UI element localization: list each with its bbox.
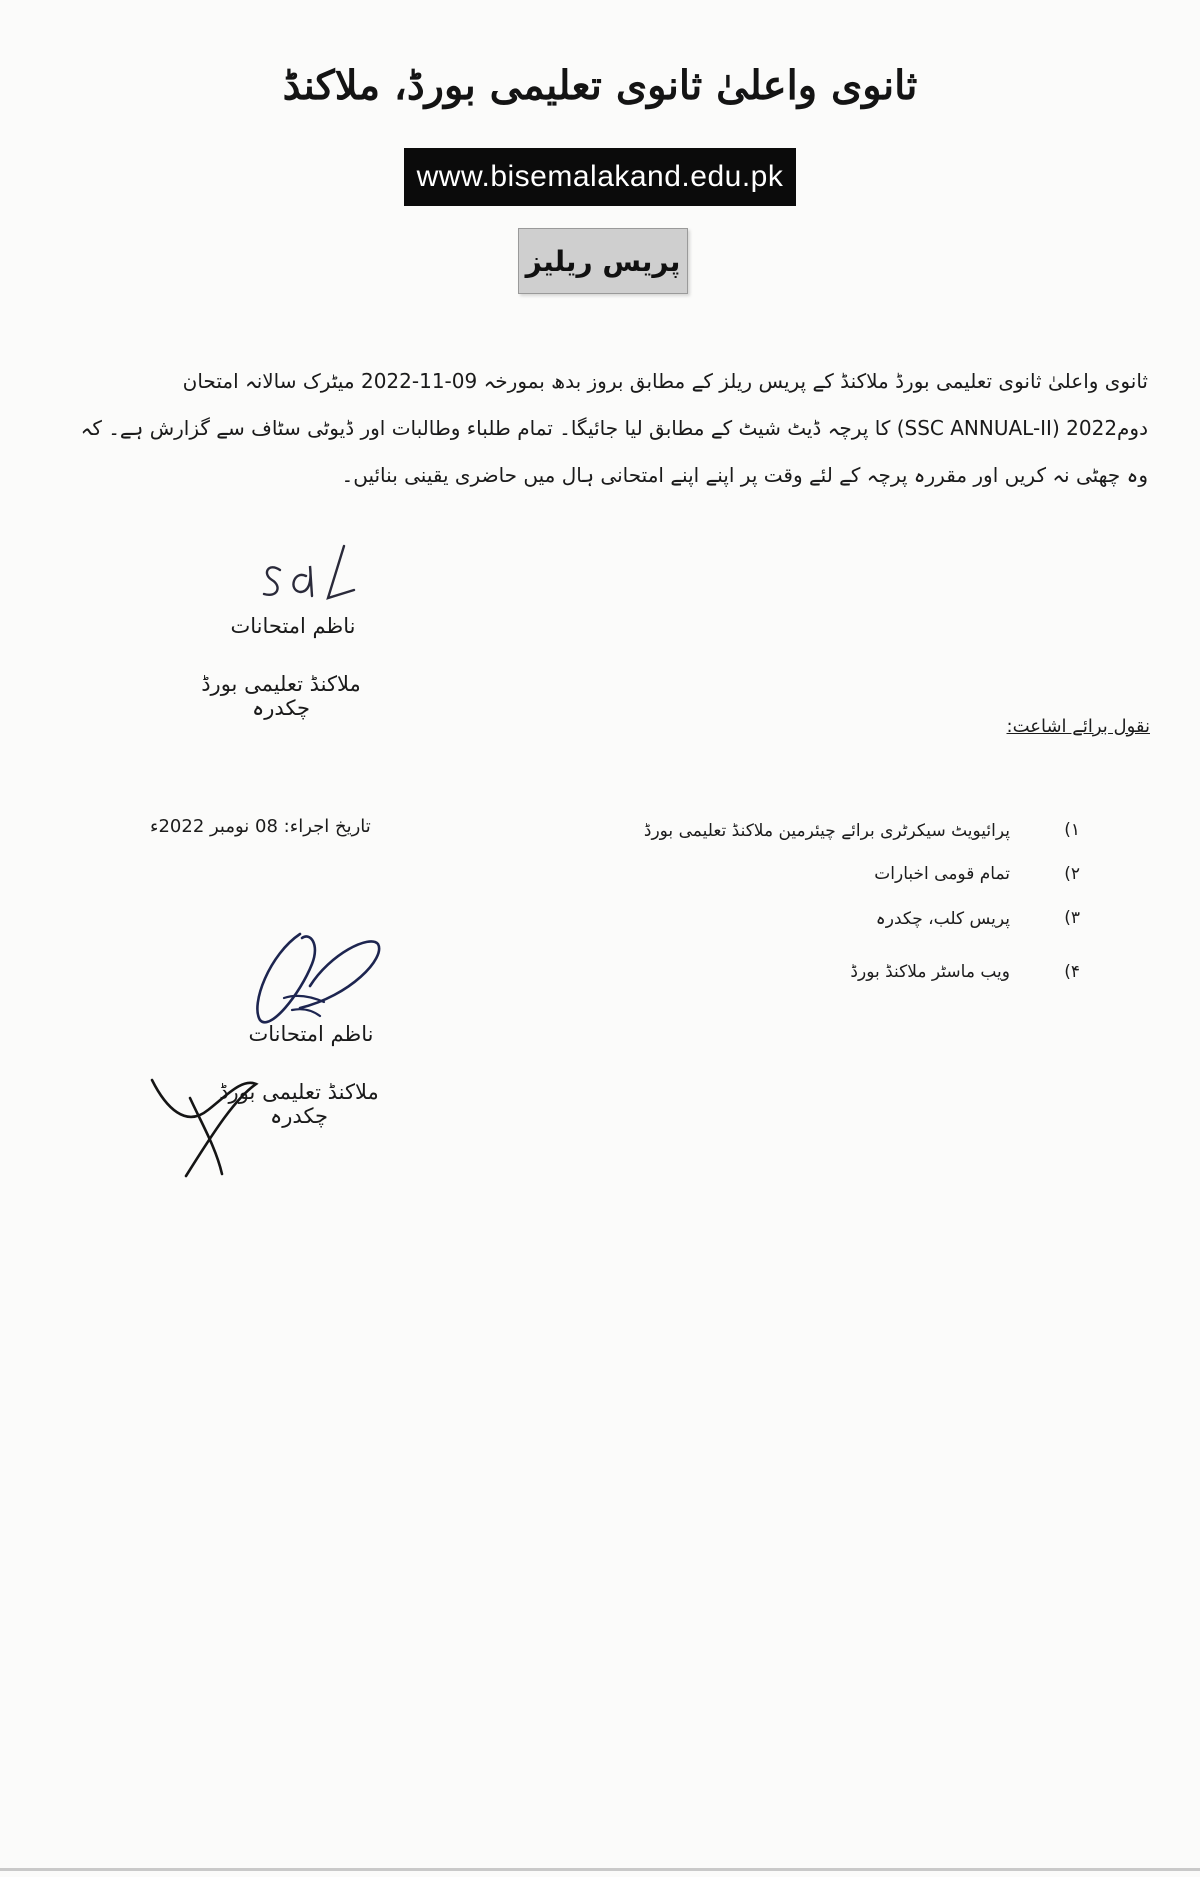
copy-item-number: ۴): [1064, 962, 1080, 982]
board-title: ثانوی واعلیٰ ثانوی تعلیمی بورڈ، ملاکنڈ: [282, 62, 918, 109]
body-line-3: وہ چھٹی نہ کریں اور مقررہ پرچہ کے لئے وقت پر اپنے اپنے امتحانی ہال میں حاضری یقینی بنائیں۔: [341, 463, 1148, 487]
copy-item-number: ۲): [1064, 864, 1080, 884]
page-bottom-edge: [0, 1868, 1200, 1871]
copy-item: [520, 950, 1080, 994]
copy-item-text: پرائیویٹ سیکرٹری برائے چیئرمین ملاکنڈ تعلیمی بورڈ: [643, 820, 1010, 841]
copy-item-text: تمام قومی اخبارات: [874, 864, 1010, 884]
copy-item-number: ۱): [1064, 820, 1080, 840]
copy-item-text: پریس کلب، چکدرہ: [875, 908, 1010, 929]
copy-item-text: ویب ماسٹر ملاکنڈ بورڈ: [850, 962, 1010, 982]
copy-item: [520, 808, 1080, 852]
copy-item-number: ۳): [1064, 908, 1080, 928]
signatory-title: ناظم امتحانات: [230, 614, 356, 638]
sd-signature-mark: [258, 540, 368, 610]
press-release-body: [58, 358, 1148, 499]
signatory-office: ملاکنڈ تعلیمی بورڈ چکدرہ: [219, 1080, 379, 1128]
initial-mark: [146, 1068, 266, 1178]
copy-item: [520, 852, 1080, 896]
body-line-1: ثانوی واعلیٰ ثانوی تعلیمی بورڈ ملاکنڈ کے پریس ریلز کے مطابق بروز بدھ بمورخہ 09-11-2022 میٹرک سالانہ امتحان: [182, 369, 1148, 393]
issue-date: تاریخ اجراء: 08 نومبر 2022ء: [150, 816, 371, 837]
body-line-2: دوم2022 (SSC ANNUAL-II) کا پرچہ ڈیٹ شیٹ کے مطابق لیا جائیگا۔ تمام طلباء وطالبات اور ڈیوٹی سٹاف سے گزارش ہے۔ کہ: [80, 416, 1148, 440]
copies-heading: نقول برائے اشاعت:: [1006, 716, 1150, 737]
copy-item: [520, 896, 1080, 940]
press-release-label: پریس ریلیز: [518, 228, 688, 294]
copies-list: [520, 808, 1080, 994]
website-banner: www.bisemalakand.edu.pk: [404, 148, 796, 206]
signatory-office: ملاکنڈ تعلیمی بورڈ چکدرہ: [201, 672, 361, 720]
signatory-title: ناظم امتحانات: [248, 1022, 374, 1046]
